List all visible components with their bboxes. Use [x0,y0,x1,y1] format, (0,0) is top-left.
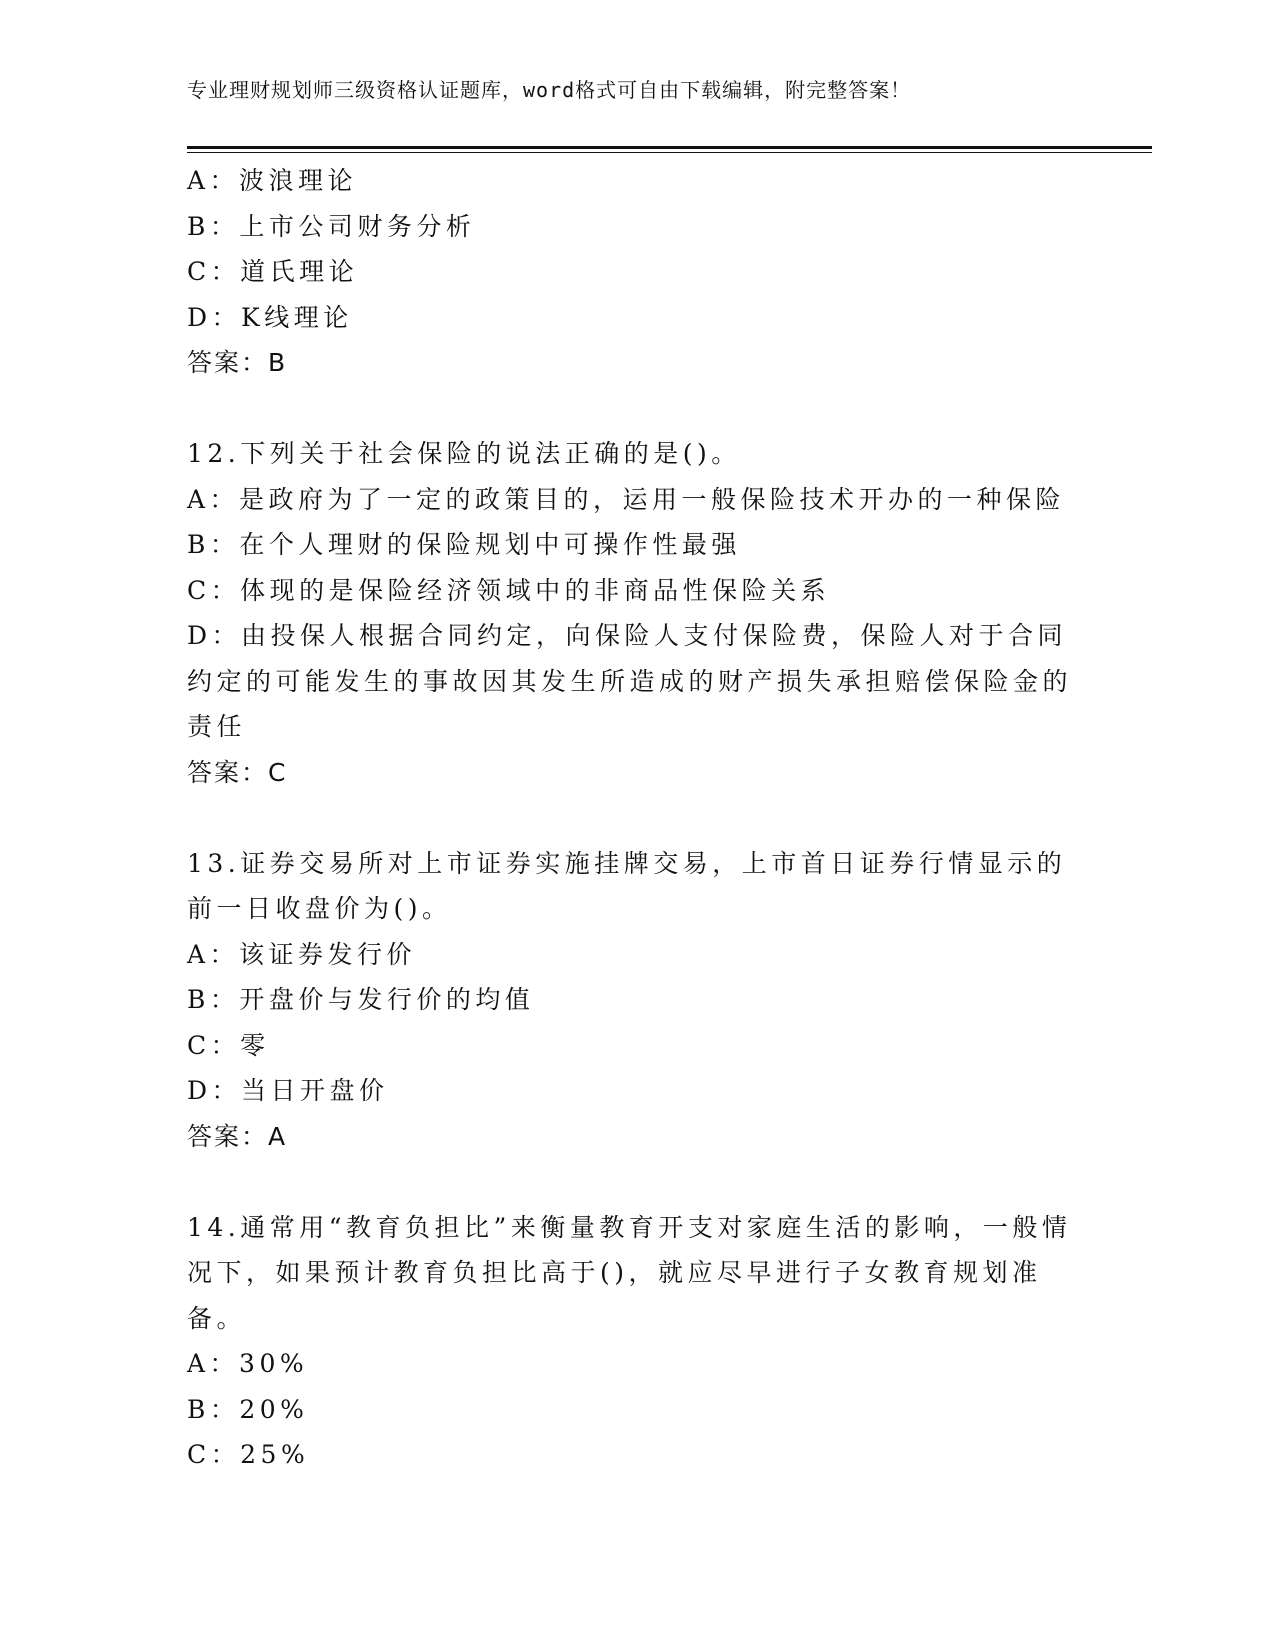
option-a: A：是政府为了一定的政策目的，运用一般保险技术开办的一种保险 [187,484,1066,514]
option-d: D：K线理论 [187,302,353,332]
question-13 [187,841,1087,1160]
option-d: D：当日开盘价 [187,1076,389,1105]
option-a: A：该证券发行价 [187,939,417,969]
question-12 [187,431,1087,795]
option-b: B：20% [187,1394,309,1424]
option-c: C：零 [187,1030,270,1060]
option-c: C：体现的是保险经济领域中的非商品性保险关系 [187,575,831,605]
question-stem: 13.证券交易所对上市证券实施挂牌交易，上市首日证券行情显示的前一日收盘价为()。 [187,848,1067,923]
spacer [187,1159,1087,1205]
spacer [187,386,1087,432]
answer: 答案：B [187,348,288,377]
question-stem: 14.通常用“教育负担比”来衡量教育开支对家庭生活的影响，一般情况下，如果预计教育负担比高于()，就应尽早进行子女教育规划准备。 [187,1212,1072,1333]
option-b: B：开盘价与发行价的均值 [187,985,535,1014]
answer: 答案：A [187,1121,288,1151]
option-a: A：30% [187,1349,309,1378]
page-header: 专业理财规划师三级资格认证题库，word格式可自由下载编辑，附完整答案！ [187,78,912,102]
spacer [187,795,1087,841]
option-c: C：道氏理论 [187,257,359,286]
option-a: A：波浪理论 [187,166,358,195]
option-d: D：由投保人根据合同约定，向保险人支付保险费，保险人对于合同约定的可能发生的事故因其发生所造成的财产损失承担赔偿保险金的责任 [187,621,1073,741]
option-b: B：在个人理财的保险规划中可操作性最强 [187,530,741,559]
header-rule-thin [187,152,1152,153]
header-rule-thick [187,146,1152,149]
answer: 答案：C [187,757,288,787]
question-content [187,158,1087,1478]
option-b: B：上市公司财务分析 [187,211,476,241]
option-c: C：25% [187,1440,310,1469]
question-14 [187,1205,1087,1478]
question-11 [187,158,1087,386]
question-stem: 12.下列关于社会保险的说法正确的是()。 [187,439,741,468]
